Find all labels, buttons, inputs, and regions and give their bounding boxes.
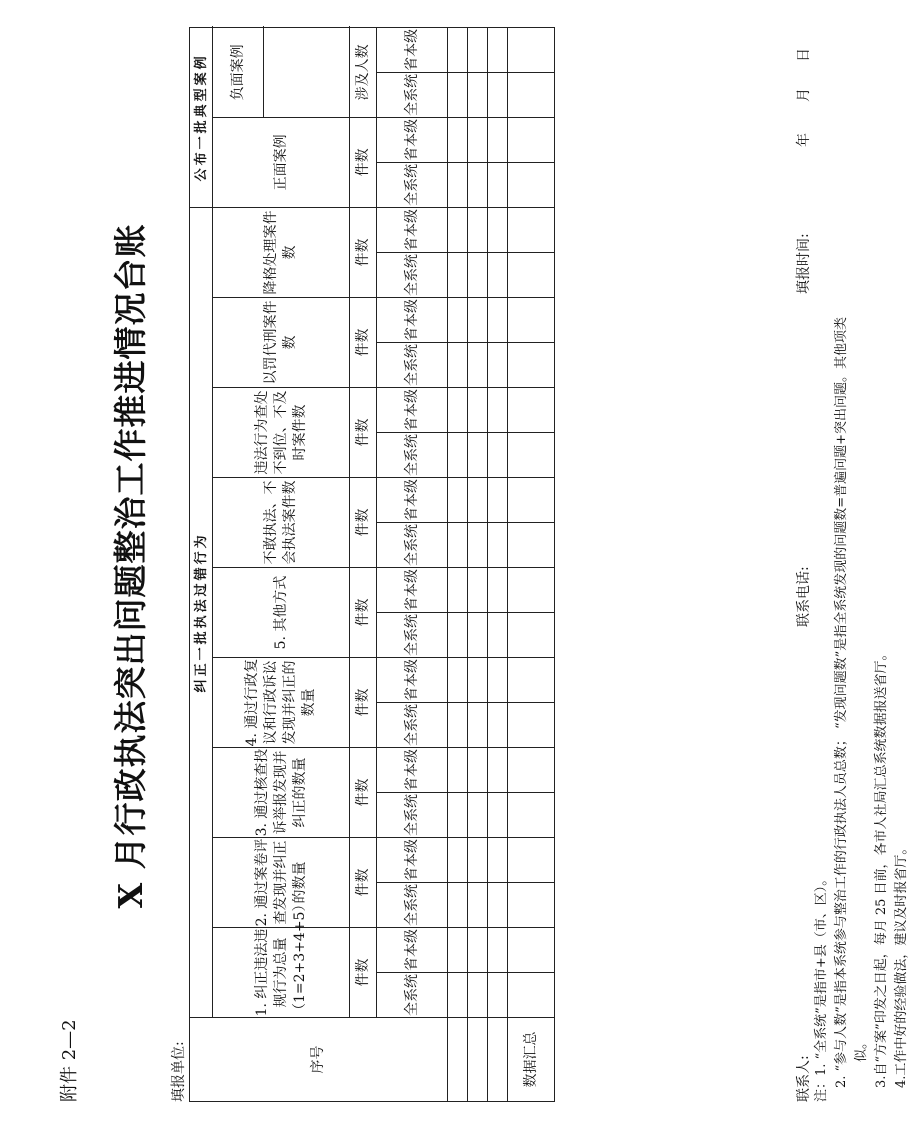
table-cell[interactable]: [488, 27, 508, 72]
sub-label-all: 全系统: [377, 523, 448, 568]
sub-label-all: 全系统: [377, 793, 448, 838]
negative-cases-header: 负面案例: [213, 27, 264, 117]
table-cell[interactable]: [468, 523, 488, 568]
sub-label-all: 全系统: [377, 613, 448, 658]
day-label: 日: [796, 48, 812, 62]
table-cell[interactable]: [488, 1018, 508, 1102]
page-title: X 月行政执法突出问题整治工作推进情况台账: [111, 223, 150, 909]
table-cell[interactable]: [488, 748, 508, 793]
group-correct-header: 纠正一批执法过错行为: [190, 207, 213, 1017]
table-cell[interactable]: [448, 928, 468, 973]
year-label: 年: [796, 133, 812, 147]
table-row: [468, 27, 488, 1101]
table-cell[interactable]: [448, 793, 468, 838]
sub-label-all: 全系统: [377, 703, 448, 748]
table-cell[interactable]: [468, 388, 488, 433]
table-cell[interactable]: [448, 568, 468, 613]
table-cell[interactable]: [508, 388, 555, 433]
contact-row: [793, 28, 813, 1102]
table-cell[interactable]: [448, 27, 468, 72]
table-cell[interactable]: [448, 703, 468, 748]
table-cell[interactable]: [488, 613, 508, 658]
table-cell[interactable]: [448, 207, 468, 252]
table-cell[interactable]: [468, 478, 488, 523]
table-cell[interactable]: [508, 838, 555, 883]
col-header-9: 降格处理案件数: [213, 207, 350, 297]
table-cell[interactable]: [448, 973, 468, 1018]
table-cell[interactable]: [468, 162, 488, 207]
sub-label-all: 全系统: [377, 973, 448, 1018]
note-2-continued: 似。: [854, 1035, 869, 1062]
table-cell[interactable]: [488, 793, 508, 838]
table-cell[interactable]: [448, 883, 468, 928]
table-cell[interactable]: [488, 838, 508, 883]
table-cell[interactable]: [488, 703, 508, 748]
table-cell[interactable]: [508, 298, 555, 343]
sub-label-all: 全系统: [377, 253, 448, 298]
table-cell[interactable]: [488, 72, 508, 117]
table-cell[interactable]: [468, 973, 488, 1018]
table-cell[interactable]: [468, 748, 488, 793]
month-label: 月: [796, 88, 812, 102]
count-label: 件数: [350, 838, 377, 928]
sub-label-prov: 省本级: [377, 748, 448, 793]
table-cell[interactable]: [468, 793, 488, 838]
people-label: 涉及人数: [350, 27, 377, 117]
count-label: 件数: [350, 478, 377, 568]
count-label: 件数: [350, 568, 377, 658]
table-cell[interactable]: [488, 973, 508, 1018]
table-cell[interactable]: [508, 207, 555, 252]
sub-label-prov: 省本级: [377, 207, 448, 252]
count-label: 件数: [350, 117, 377, 207]
table-cell[interactable]: [448, 1018, 468, 1102]
table-cell[interactable]: [448, 117, 468, 162]
table-cell[interactable]: [488, 928, 508, 973]
table-cell[interactable]: [468, 568, 488, 613]
sub-label-prov: 省本级: [377, 27, 448, 72]
table-cell[interactable]: [508, 928, 555, 973]
table-cell[interactable]: [488, 117, 508, 162]
phone-label: 联系电话:: [796, 566, 812, 627]
table-cell[interactable]: [448, 72, 468, 117]
sub-label-prov: 省本级: [377, 838, 448, 883]
table-cell[interactable]: [508, 973, 555, 1018]
table-cell[interactable]: [508, 568, 555, 613]
table-cell[interactable]: [468, 27, 488, 72]
table-cell[interactable]: [448, 478, 468, 523]
count-label: 件数: [350, 388, 377, 478]
col-header-2: 2. 通过案卷评查发现并纠正的数量: [213, 838, 350, 928]
table-cell[interactable]: [488, 343, 508, 388]
sub-label-prov: 省本级: [377, 658, 448, 703]
col-header-5: 5. 其他方式: [213, 568, 350, 658]
table-cell[interactable]: [448, 162, 468, 207]
table-cell[interactable]: [448, 253, 468, 298]
sub-label-all: 全系统: [377, 72, 448, 117]
note-4: 4.工作中好的经验做法，建议及时报省厅。: [894, 841, 909, 1088]
col-header-1: 1. 纠正违法违规行为总量（1=2+3+4+5）: [213, 928, 350, 1018]
table-cell[interactable]: [488, 207, 508, 252]
table-cell[interactable]: [488, 568, 508, 613]
table-cell[interactable]: [508, 613, 555, 658]
notes: [812, 22, 912, 1102]
table-cell[interactable]: [448, 523, 468, 568]
table-cell[interactable]: [468, 1018, 488, 1102]
count-label: 件数: [350, 298, 377, 388]
table-cell[interactable]: [488, 523, 508, 568]
table-cell[interactable]: [468, 883, 488, 928]
sub-label-prov: 省本级: [377, 928, 448, 973]
table-cell[interactable]: [468, 658, 488, 703]
fill-unit-label: 填报单位:: [171, 1041, 187, 1102]
table-cell[interactable]: [508, 883, 555, 928]
group-cases-header: 公布一批典型案例: [190, 27, 213, 207]
table-cell[interactable]: [448, 748, 468, 793]
table-cell[interactable]: [448, 388, 468, 433]
contact-label: 联系人:: [796, 1055, 812, 1102]
count-label: 件数: [350, 207, 377, 297]
table-cell[interactable]: [508, 478, 555, 523]
table-cell[interactable]: [508, 27, 555, 72]
summary-label: 数据汇总: [508, 1018, 555, 1102]
sub-label-all: 全系统: [377, 162, 448, 207]
note-1: 注：1. “全系统”是指市+县（市、区）。: [814, 872, 829, 1102]
table-cell[interactable]: [508, 523, 555, 568]
table-cell[interactable]: [488, 162, 508, 207]
positive-cases-header: 正面案例: [213, 117, 350, 207]
sub-label-prov: 省本级: [377, 117, 448, 162]
table-cell[interactable]: [508, 658, 555, 703]
table-cell[interactable]: [488, 298, 508, 343]
table-cell[interactable]: [468, 207, 488, 252]
table-cell[interactable]: [468, 433, 488, 478]
table-cell[interactable]: [488, 478, 508, 523]
table-cell[interactable]: [508, 253, 555, 298]
table-cell[interactable]: [468, 838, 488, 883]
table-cell[interactable]: [448, 613, 468, 658]
table-cell[interactable]: [448, 343, 468, 388]
table-cell[interactable]: [468, 253, 488, 298]
sub-label-prov: 省本级: [377, 298, 448, 343]
table-row: [448, 27, 468, 1101]
table-cell[interactable]: [468, 343, 488, 388]
table-cell[interactable]: [448, 298, 468, 343]
table-cell[interactable]: [488, 883, 508, 928]
sub-label-prov: 省本级: [377, 568, 448, 613]
table-cell[interactable]: [468, 613, 488, 658]
seq-header: 序号: [190, 1018, 448, 1102]
sub-label-all: 全系统: [377, 433, 448, 478]
summary-row: [508, 27, 555, 1101]
ledger-table: [189, 27, 555, 1102]
table-cell[interactable]: [508, 343, 555, 388]
table-cell[interactable]: [448, 433, 468, 478]
sub-label-prov: 省本级: [377, 478, 448, 523]
table-cell[interactable]: [488, 253, 508, 298]
table-cell[interactable]: [508, 748, 555, 793]
table-cell[interactable]: [508, 162, 555, 207]
sub-label-prov: 省本级: [377, 388, 448, 433]
count-label: 件数: [350, 928, 377, 1018]
table-cell[interactable]: [508, 793, 555, 838]
col-header-7: 违法行为查处不到位、不及时案件数: [213, 388, 350, 478]
sub-header-row: [377, 27, 448, 1101]
fill-time-label: 填报时间:: [796, 233, 812, 294]
count-label: 件数: [350, 658, 377, 748]
table-cell[interactable]: [468, 298, 488, 343]
table-cell[interactable]: [508, 703, 555, 748]
sub-label-all: 全系统: [377, 883, 448, 928]
table-cell[interactable]: [468, 928, 488, 973]
table-cell[interactable]: [488, 658, 508, 703]
table-cell[interactable]: [508, 117, 555, 162]
sub-label-all: 全系统: [377, 343, 448, 388]
table-cell[interactable]: [508, 433, 555, 478]
note-3: 3.自“方案”印发之日起，每月 25 日前，各市人社局汇总系统数据报送省厅。: [874, 647, 889, 1088]
col-header-4: 4. 通过行政复议和行政诉讼发现并纠正的数量: [213, 658, 350, 748]
table-cell[interactable]: [468, 72, 488, 117]
table-row: [488, 27, 508, 1101]
table-cell[interactable]: [508, 72, 555, 117]
count-header-row: [350, 27, 377, 1101]
count-label: 件数: [350, 748, 377, 838]
attachment-label: 附件 2—2: [59, 1019, 80, 1102]
table-cell[interactable]: [468, 117, 488, 162]
col-header-6: 不敢执法、不会执法案件数: [213, 478, 350, 568]
note-2: 2. “参与人数”是指本系统参与整治工作的行政执法人员总数； “发现问题数”是指全系统发现的问题数=普遍问题+突出问题。其他项类: [834, 316, 849, 1088]
negative-count-cell: [264, 27, 350, 117]
col-header-3: 3. 通过核查投诉举报发现并纠正的数量: [213, 748, 350, 838]
table-cell[interactable]: [448, 838, 468, 883]
table-cell[interactable]: [488, 433, 508, 478]
table-cell[interactable]: [448, 658, 468, 703]
table-cell[interactable]: [488, 388, 508, 433]
col-header-8: 以罚代刑案件数: [213, 298, 350, 388]
table-cell[interactable]: [468, 703, 488, 748]
